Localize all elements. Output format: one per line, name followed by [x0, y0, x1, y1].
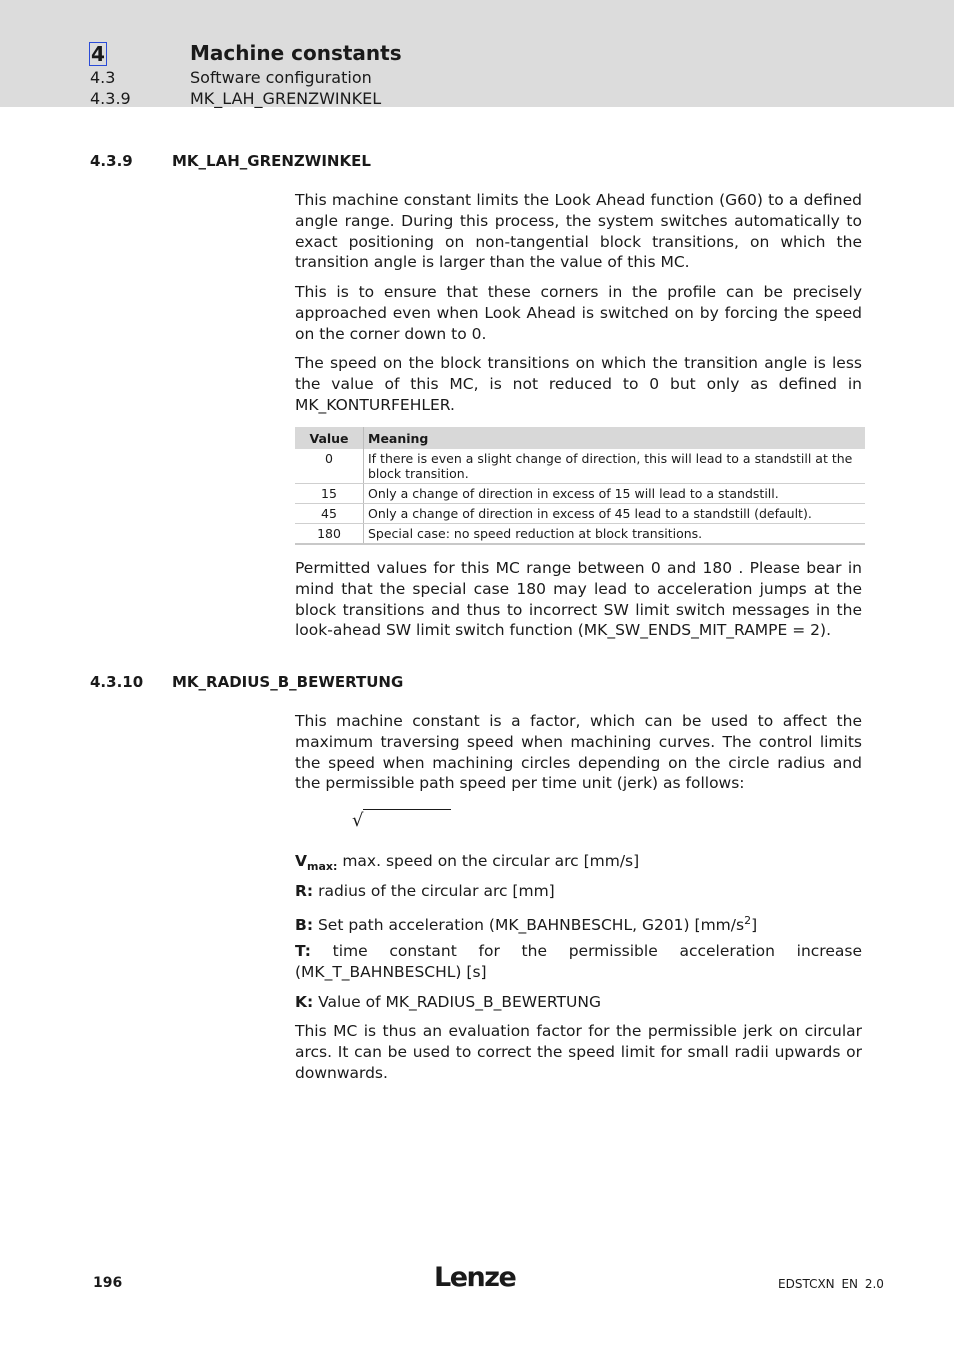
chapter-title: Machine constants — [190, 41, 402, 65]
definition-r: R: radius of the circular arc [mm] — [295, 882, 555, 900]
paragraph: This machine constant limits the Look Ahead function (G60) to a defined angle range. During this process, the system switches automatically to exact positioning on non-tangential block transitions, on which the transition angle is larger than the value of this MC. — [295, 191, 862, 272]
table-row — [295, 504, 865, 524]
table-cell-meaning: If there is even a slight change of direction, this will lead to a standstill at the block transition. — [364, 449, 866, 484]
paragraph: This machine constant is a factor, which can be used to affect the maximum traversing speed when machining curves. The control limits the speed when machining circles depending on the circle radius and the permissible path speed per time unit (jerk) as follows: — [295, 712, 862, 793]
table-cell-value: 0 — [295, 449, 364, 484]
formula-sqrt-icon: √ — [352, 808, 452, 836]
page-number: 196 — [93, 1275, 123, 1291]
section-heading-number: 4.3.9 — [90, 152, 133, 170]
paragraph: The speed on the block transitions on which the transition angle is less the value of this MC, is not reduced to 0 but only as defined in MK_KONTURFEHLER. — [295, 354, 862, 414]
table-cell-meaning: Only a change of direction in excess of 45 lead to a standstill (default). — [364, 504, 866, 524]
table-row — [295, 449, 865, 484]
column-header-value: Value — [295, 427, 364, 449]
table-cell-value: 180 — [295, 524, 364, 545]
subsection-title: MK_LAH_GRENZWINKEL — [190, 89, 382, 108]
document-id: EDSTCXN EN 2.0 — [778, 1277, 884, 1291]
column-header-meaning: Meaning — [364, 427, 866, 449]
definition-label: B: — [295, 916, 314, 935]
table-cell-value: 45 — [295, 504, 364, 524]
section-heading-title: MK_LAH_GRENZWINKEL — [172, 152, 371, 170]
table-cell-meaning: Only a change of direction in excess of 15 will lead to a standstill. — [364, 484, 866, 504]
table-header-row — [295, 427, 865, 449]
table-cell-value: 15 — [295, 484, 364, 504]
section-heading-4-3-10 — [90, 673, 403, 691]
lenze-logo: Lenze — [434, 1262, 516, 1293]
value-meaning-table — [295, 427, 865, 545]
definition-label: T: — [295, 942, 311, 960]
chapter-number-link[interactable]: 4 — [91, 42, 105, 66]
table-row — [295, 524, 865, 545]
section-heading-4-3-9 — [90, 152, 371, 170]
definition-t: T: time constant for the permissible acceleration increase (MK_T_BAHNBESCHL) [s] — [295, 942, 862, 981]
definition-label: R: — [295, 882, 314, 900]
section-number: 4.3 — [90, 68, 116, 87]
definition-b: B: Set path acceleration (MK_BAHNBESCHL, G201) $[mm/s^2]$ — [295, 914, 758, 935]
section-heading-title: MK_RADIUS_B_BEWERTUNG — [172, 673, 404, 691]
section-title: Software configuration — [190, 68, 372, 87]
paragraph: This is to ensure that these corners in the profile can be precisely approached even when Look Ahead is switched on by forcing the speed on the corner down to 0. — [295, 283, 862, 343]
header-band — [0, 0, 954, 107]
paragraph: This MC is thus an evaluation factor for the permissible jerk on circular arcs. It can be used to correct the speed limit for small radii upwards or downwards. — [295, 1022, 862, 1082]
definition-k: K: Value of MK_RADIUS_B_BEWERTUNG — [295, 993, 601, 1011]
subsection-number: 4.3.9 — [90, 89, 131, 108]
table-row — [295, 484, 865, 504]
paragraph: Permitted values for this MC range between 0 and 180 . Please bear in mind that the special case 180 may lead to acceleration jumps at the block transitions and thus to incorrect SW limit switch messages in the look-ahead SW limit switch function (MK_SW_ENDS_MIT_RAMPE = 2). — [295, 559, 862, 640]
definition-label: $V_{max:}$ — [295, 852, 338, 874]
section-heading-number: 4.3.10 — [90, 673, 144, 691]
definition-vmax: $V_{max:}$ max. speed on the circular arc [mm/s] — [295, 852, 640, 874]
table-cell-meaning: Special case: no speed reduction at block transitions. — [364, 524, 866, 545]
definition-label: K: — [295, 993, 314, 1011]
